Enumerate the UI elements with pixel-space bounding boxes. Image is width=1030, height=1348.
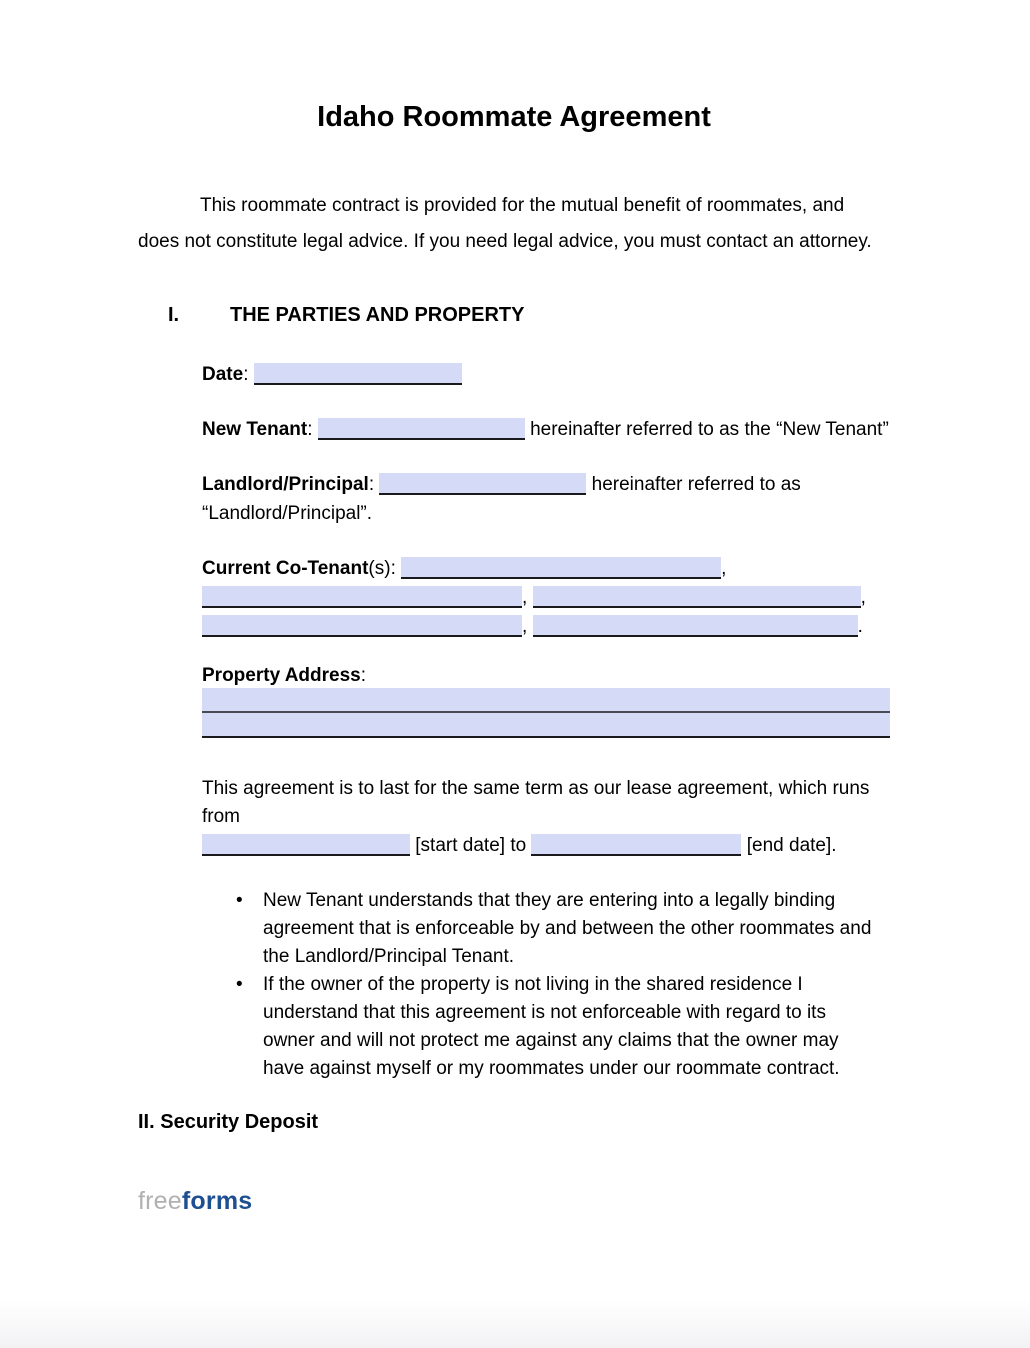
bullet-item-2: • If the owner of the property is not living in the shared residence I understand that this agreement is not enforceable with regard to its owner and will not protect me against any claims that the owner may have against myself or my roommates under our roommate contract. xyxy=(263,971,877,1083)
document-title: Idaho Roommate Agreement xyxy=(317,101,711,133)
property-address-label-line xyxy=(138,664,890,688)
date-label: Date xyxy=(202,364,244,385)
landlord-label: Landlord/Principal xyxy=(202,474,369,495)
separator-comma: , xyxy=(522,616,528,637)
logo-text-free: free xyxy=(138,1187,182,1215)
landlord-line xyxy=(138,470,890,528)
co-tenants-label: Current Co-Tenant xyxy=(202,558,369,579)
new-tenant-after-text: hereinafter referred to as the “New Tenant” xyxy=(530,419,889,440)
co-tenant-line-3 xyxy=(202,612,890,641)
separator-comma: , xyxy=(860,587,866,608)
property-address-field-line-2[interactable] xyxy=(202,713,890,738)
co-tenant-field-4[interactable] xyxy=(202,615,522,637)
section-2-heading: II. Security Deposit xyxy=(138,1111,319,1133)
property-address-label-sep: : xyxy=(360,665,367,686)
co-tenant-field-5[interactable] xyxy=(533,615,858,637)
landlord-field[interactable] xyxy=(379,473,586,495)
start-date-field[interactable] xyxy=(202,834,410,856)
new-tenant-label-sep: : xyxy=(307,419,313,440)
date-line xyxy=(138,360,890,389)
date-field[interactable] xyxy=(254,363,462,385)
new-tenant-field[interactable] xyxy=(318,418,525,440)
end-date-field[interactable] xyxy=(531,834,741,856)
term-paragraph: This agreement is to last for the same term as our lease agreement, which runs from xyxy=(202,778,870,827)
property-address-field-line-1[interactable] xyxy=(202,688,890,713)
property-address-label: Property Address xyxy=(202,665,361,686)
co-tenant-field-1[interactable] xyxy=(401,557,721,579)
section-1-heading xyxy=(138,304,890,327)
start-date-suffix: [start date] to xyxy=(415,835,527,856)
section-1-number: I. xyxy=(168,304,180,326)
notice-bullet-list xyxy=(138,887,890,1083)
co-tenant-line-2 xyxy=(202,583,890,612)
co-tenants-block xyxy=(138,554,890,641)
term-fields-line xyxy=(138,831,890,860)
section-1-title: THE PARTIES AND PROPERTY xyxy=(230,304,525,326)
bullet-item-1: • New Tenant understands that they are entering into a legally binding agreement that is enforceable by and between the other roommates and the Landlord/Principal Tenant. xyxy=(263,887,877,971)
separator-period: . xyxy=(857,616,863,637)
intro-paragraph: This roommate contract is provided for the mutual benefit of roommates, and does not constitute legal advice. If you need legal advice, you must contact an attorney. xyxy=(138,195,872,252)
landlord-label-sep: : xyxy=(368,474,375,495)
co-tenant-field-2[interactable] xyxy=(202,586,522,608)
landlord-after-text: hereinafter referred to as “Landlord/Principal”. xyxy=(202,474,801,524)
new-tenant-line xyxy=(138,415,890,444)
end-date-suffix: [end date]. xyxy=(746,835,837,856)
separator-comma: , xyxy=(522,587,528,608)
separator-comma: , xyxy=(721,558,727,579)
co-tenant-field-3[interactable] xyxy=(533,586,861,608)
co-tenants-label-rest: (s): xyxy=(368,558,396,579)
freeforms-logo xyxy=(138,1189,890,1214)
property-address-block xyxy=(202,688,890,738)
new-tenant-label: New Tenant xyxy=(202,419,308,440)
date-label-sep: : xyxy=(243,364,249,385)
co-tenant-line-1 xyxy=(202,554,890,583)
logo-text-forms: forms xyxy=(181,1187,253,1215)
